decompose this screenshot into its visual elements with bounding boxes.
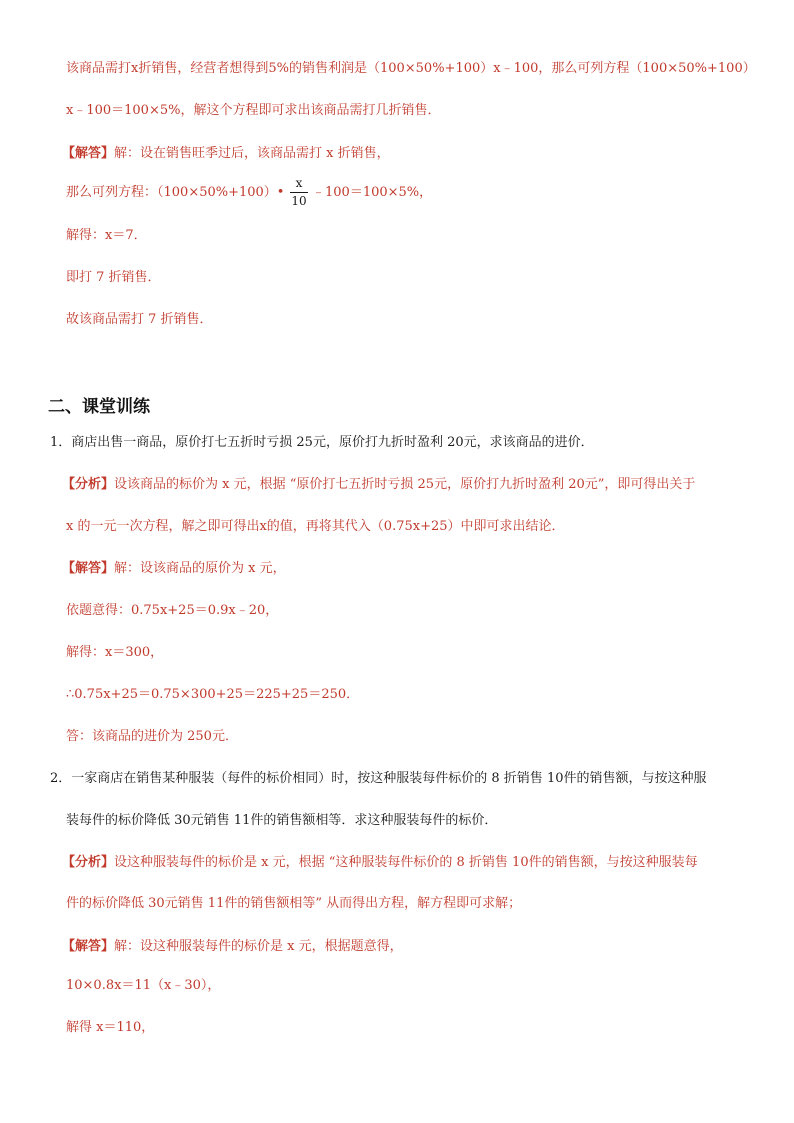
prev-equation-left: 那么可列方程：（100×50%+100）• [66,185,285,200]
q1-answer-line [62,559,286,579]
fraction-numerator: x [295,176,303,190]
q2-answer-intro: 解：设这种服装每件的标价是 x 元，根据题意得， [114,939,403,954]
prev-equation-right: ﹣100＝100×5%， [312,185,433,200]
prev-solve: 解得：x＝7． [66,228,147,243]
q2-step-2: 解得 x＝110， [66,1020,155,1035]
answer-tag: 【解答】 [62,561,115,576]
prev-answer-line [62,144,390,164]
q2-step-1: 10×0.8x＝11（x﹣30）， [66,978,221,993]
section-title: 二、课堂训练 [48,397,150,417]
q1-step-1: 依题意得：0.75x+25＝0.9x﹣20， [66,603,279,618]
q2-question-line-1: 2．一家商店在销售某种服装（每件的标价相同）时，按这种服装每件标价的 8 折销售 10件的销售额，与按这种服 [50,771,707,786]
answer-tag: 【解答】 [62,939,115,954]
q2-analysis-line-2: 件的标价降低 30元销售 11件的销售额相等” 从而得出方程，解方程即可求解； [66,896,522,911]
q1-step-3: ∴0.75x+25＝0.75×300+25＝225+25＝250． [66,687,360,702]
q1-answer-intro: 解：设该商品的原价为 x 元， [114,561,286,576]
q1-analysis-line-1 [62,475,695,495]
q1-final-answer: 答：该商品的进价为 250元． [66,729,238,744]
fraction-x-over-10 [290,176,308,208]
q2-analysis-text-1: 设这种服装每件的标价是 x 元，根据 “这种服装每件标价的 8 折销售 10件的销售额，与按这种服装每 [114,855,698,870]
q1-analysis-line-2: x 的一元一次方程，解之即可得出x的值，再将其代入（0.75x+25）中即可求出结论． [66,519,565,534]
q1-analysis-text-1: 设该商品的标价为 x 元，根据 “原价打七五折时亏损 25元，原价打九折时盈利 20元”，即可得出关于 [114,477,696,492]
answer-tag: 【解答】 [62,146,115,161]
prev-conclude-1: 即打 7 折销售． [66,270,161,285]
analysis-tag: 【分析】 [62,855,115,870]
fraction-denominator: 10 [291,194,307,208]
q2-question-line-2: 装每件的标价降低 30元销售 11件的销售额相等．求这种服装每件的标价． [66,813,498,828]
prev-conclude-2: 故该商品需打 7 折销售． [66,312,213,327]
prev-analysis-line-1: 该商品需打x折销售，经营者想得到5%的销售利润是（100×50%+100）x﹣100，那么可列方程（100×50%+100） [66,61,756,76]
q1-step-2: 解得：x＝300， [66,645,164,660]
analysis-tag: 【分析】 [62,477,115,492]
answer-intro: 解：设在销售旺季过后，该商品需打 x 折销售， [114,146,390,161]
prev-analysis-line-2: x﹣100＝100×5%，解这个方程即可求出该商品需打几折销售． [66,103,441,118]
q1-question: 1．商店出售一商品，原价打七五折时亏损 25元，原价打九折时盈利 20元，求该商品的进价． [50,435,594,450]
q2-answer-line [62,937,403,957]
fraction-bar [290,192,308,193]
q2-analysis-line-1 [62,853,698,873]
